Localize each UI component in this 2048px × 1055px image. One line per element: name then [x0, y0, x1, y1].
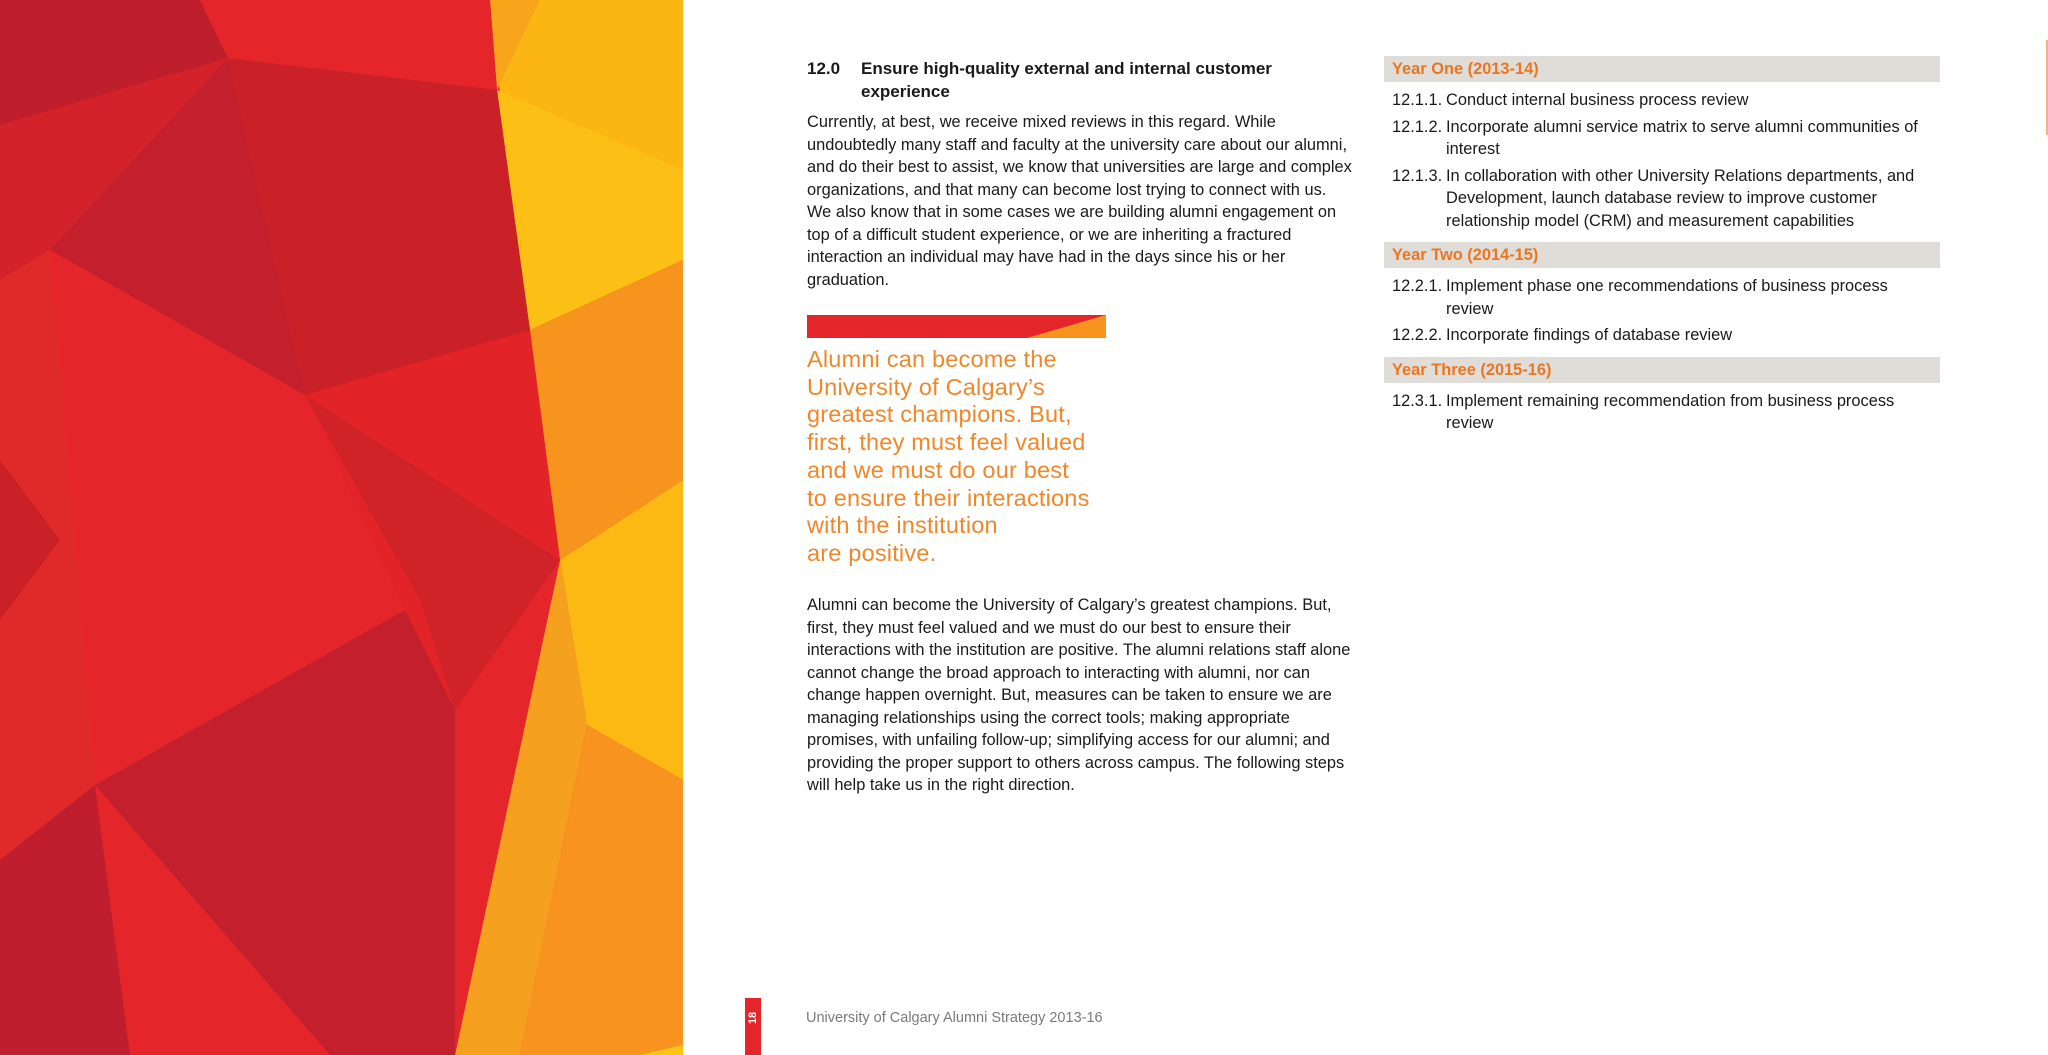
- year-two-block: [1384, 242, 1940, 347]
- action-text: Implement phase one recommendations of business process review: [1446, 277, 1888, 318]
- action-text: Implement remaining recommendation from business process review: [1446, 391, 1895, 432]
- action-number: 12.1.2.: [1392, 117, 1443, 136]
- action-number: 12.2.1.: [1392, 277, 1443, 295]
- year-one-block: [1384, 56, 1940, 232]
- intro-paragraph: Currently, at best, we receive mixed reviews in this regard. While undoubtedly many staff and faculty at the university care about our alumni, and do their best to assist, we know that universities are large and complex organizations, and that many can become lost trying to connect with us. We also know that in some cases we are building alumni engagement on top of a difficult student experience, or we are inheriting a fractured interaction an individual may have had in the days since his or her graduation.: [807, 113, 1352, 289]
- decorative-polygon-art: [0, 0, 683, 1055]
- section-title: Ensure high-quality external and internal customer experience: [861, 59, 1272, 101]
- year-three-header: Year Three (2015-16): [1384, 357, 1940, 383]
- action-number: 12.2.2.: [1392, 326, 1443, 344]
- action-number: 12.1.1.: [1392, 91, 1443, 109]
- action-number: 12.3.1.: [1392, 391, 1443, 410]
- page-number: [745, 998, 761, 1038]
- action-item: [1384, 390, 1940, 435]
- pull-quote-bar: [807, 315, 1106, 338]
- action-text: Incorporate alumni service matrix to serve alumni communities of interest: [1446, 117, 1918, 158]
- action-text: Incorporate findings of database review: [1446, 326, 1733, 344]
- action-number: 12.1.3.: [1392, 166, 1443, 185]
- year-three-block: [1384, 357, 1940, 435]
- footer-title: University of Calgary Alumni Strategy 2013-16: [806, 1010, 1103, 1026]
- action-item: [1384, 89, 1940, 112]
- pull-quote: Alumni can become the University of Calgary’s greatest champions. But, first, they must feel valued and we must do our best to ensure their interactions with the institution are positive.: [807, 346, 1090, 566]
- year-two-header: Year Two (2014-15): [1384, 242, 1940, 268]
- section-heading: [807, 57, 1327, 103]
- action-plan-column: [1384, 56, 1940, 445]
- page-number-text: 18: [747, 1011, 759, 1025]
- action-text: Conduct internal business process review: [1446, 91, 1749, 109]
- year-one-header: Year One (2013-14): [1384, 56, 1940, 82]
- action-item: [1384, 165, 1940, 233]
- section-number: 12.0: [807, 59, 841, 78]
- action-item: [1384, 116, 1940, 161]
- action-item: [1384, 275, 1940, 320]
- body-paragraph: Alumni can become the University of Calgary’s greatest champions. But, first, they must feel valued and we must do our best to ensure their interactions with the institution are positive. The alumni relations staff alone cannot change the broad approach to interacting with alumni, nor can change happen overnight. But, measures can be taken to ensure we are managing relationships using the correct tools; making appropriate promises, with unfailing follow-up; simplifying access for our alumni; and providing the proper support to others across campus. The following steps will help take us in the right direction.: [807, 596, 1351, 794]
- action-text: In collaboration with other University Relations departments, and Development, launch database review to improve customer relationship model (CRM) and measurement capabilities: [1446, 166, 1915, 230]
- action-item: [1384, 324, 1940, 347]
